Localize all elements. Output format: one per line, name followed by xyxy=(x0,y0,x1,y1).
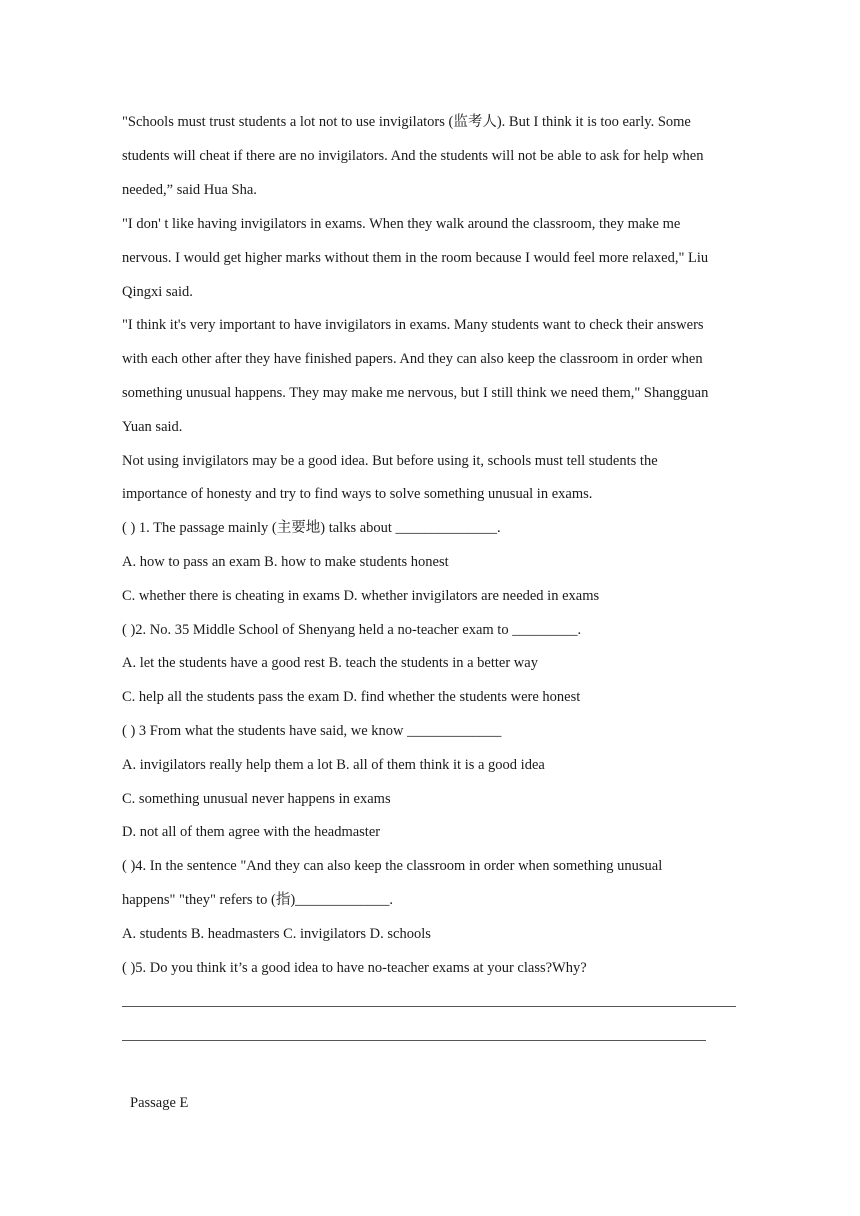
question-2-options: C. help all the students pass the exam D. find whether the students were honest xyxy=(122,689,581,705)
question-3-option-c: C. something unusual never happens in exams xyxy=(122,791,391,807)
passage-line: Qingxi said. xyxy=(122,284,193,300)
question-4-stem: happens" "they" refers to (指)_____________. xyxy=(122,892,394,908)
question-5-stem: ( )5. Do you think it’s a good idea to have no-teacher exams at your class?Why? xyxy=(122,960,587,976)
question-4-stem: ( )4. In the sentence "And they can also keep the classroom in order when something unusual xyxy=(122,858,663,874)
question-1-options: C. whether there is cheating in exams D. whether invigilators are needed in exams xyxy=(122,588,600,604)
passage-line: "I don' t like having invigilators in exams. When they walk around the classroom, they make me xyxy=(122,216,681,232)
question-1-options: A. how to pass an exam B. how to make students honest xyxy=(122,554,449,570)
question-3-options: A. invigilators really help them a lot B. all of them think it is a good idea xyxy=(122,757,545,773)
passage-line: Not using invigilators may be a good idea. But before using it, schools must tell students the xyxy=(122,453,658,469)
passage-line: importance of honesty and try to find ways to solve something unusual in exams. xyxy=(122,486,593,502)
question-3-option-d: D. not all of them agree with the headmaster xyxy=(122,824,381,840)
answer-line xyxy=(122,1006,736,1007)
question-3-stem: ( ) 3 From what the students have said, we know _____________ xyxy=(122,723,502,739)
answer-line xyxy=(122,1040,706,1041)
section-title: Passage E xyxy=(130,1095,189,1111)
passage-line: with each other after they have finished papers. And they can also keep the classroom in order when xyxy=(122,351,703,367)
passage-line: Yuan said. xyxy=(122,419,183,435)
question-2-stem: ( )2. No. 35 Middle School of Shenyang held a no-teacher exam to _________. xyxy=(122,622,582,638)
question-2-options: A. let the students have a good rest B. teach the students in a better way xyxy=(122,655,538,671)
question-4-options: A. students B. headmasters C. invigilators D. schools xyxy=(122,926,431,942)
question-1-stem: ( ) 1. The passage mainly (主要地) talks about ______________. xyxy=(122,520,501,536)
passage-line: something unusual happens. They may make me nervous, but I still think we need them," Shangguan xyxy=(122,385,709,401)
passage-line: "Schools must trust students a lot not to use invigilators (监考人). But I think it is too early. Some xyxy=(122,114,691,130)
passage-line: "I think it's very important to have invigilators in exams. Many students want to check their answers xyxy=(122,317,704,333)
passage-line: needed,” said Hua Sha. xyxy=(122,182,257,198)
passage-line: nervous. I would get higher marks without them in the room because I would feel more relaxed," Liu xyxy=(122,250,709,266)
passage-line: students will cheat if there are no invigilators. And the students will not be able to ask for help when xyxy=(122,148,704,164)
